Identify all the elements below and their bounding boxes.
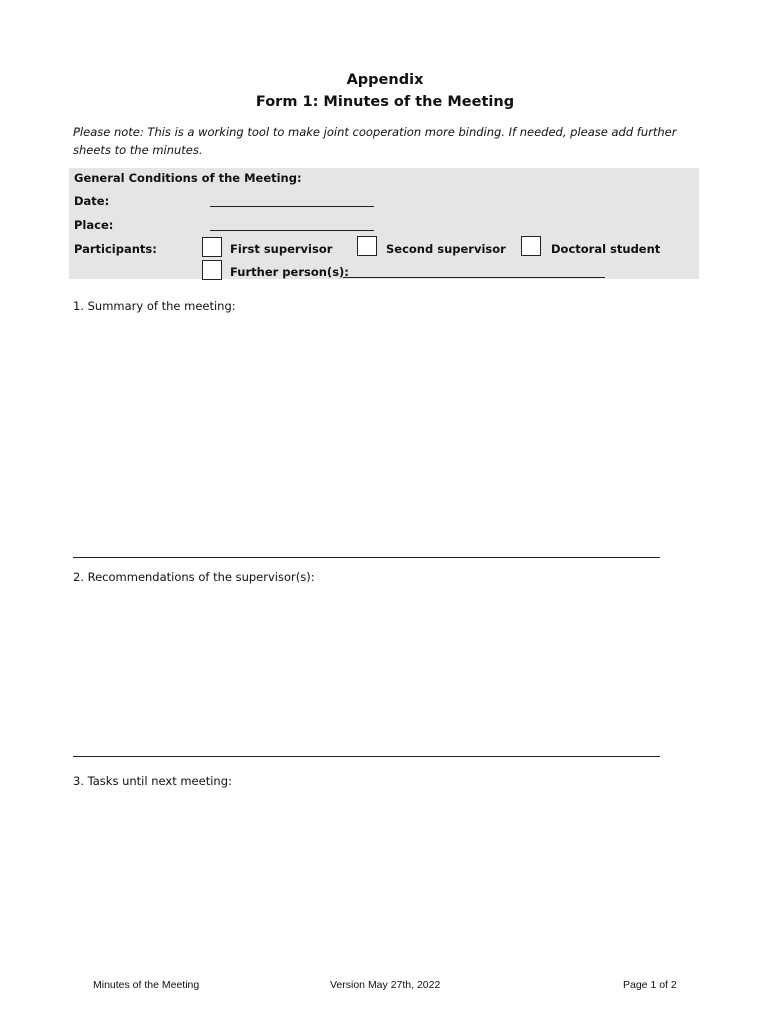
summary-section-title: 1. Summary of the meeting: [73,299,236,313]
date-field[interactable] [210,206,374,207]
appendix-title: Appendix [346,72,424,88]
footer-document-name: Minutes of the Meeting [93,979,200,991]
instruction-note: Please note: This is a working tool to make joint cooperation more binding. If needed, please add further sheets to the minutes. [73,125,677,157]
place-label: Place: [74,218,114,232]
footer-page-number: Page 1 of 2 [623,979,677,991]
second-supervisor-label: Second supervisor [386,242,506,256]
conditions-heading: General Conditions of the Meeting: [74,171,302,185]
participants-label: Participants: [74,242,157,256]
general-conditions-panel [69,168,699,279]
footer-version: Version May 27th, 2022 [330,979,441,991]
doctoral-student-checkbox[interactable] [521,236,541,256]
first-supervisor-checkbox[interactable] [202,237,222,257]
doctoral-student-label: Doctoral student [551,242,661,256]
second-supervisor-checkbox[interactable] [357,236,377,256]
summary-divider [73,557,660,558]
date-label: Date: [74,194,110,208]
form-title: Form 1: Minutes of the Meeting [255,94,515,110]
further-persons-checkbox[interactable] [202,260,222,280]
tasks-section-title: 3. Tasks until next meeting: [73,774,232,788]
recommendations-section-title: 2. Recommendations of the supervisor(s): [73,570,315,584]
summary-input[interactable] [73,318,660,554]
recommendations-input[interactable] [73,590,660,754]
further-persons-field[interactable] [343,277,605,278]
tasks-input[interactable] [73,794,660,964]
place-field[interactable] [210,230,374,231]
first-supervisor-label: First supervisor [230,242,333,256]
further-persons-label: Further person(s): [230,265,349,279]
recommendations-divider [73,756,660,757]
